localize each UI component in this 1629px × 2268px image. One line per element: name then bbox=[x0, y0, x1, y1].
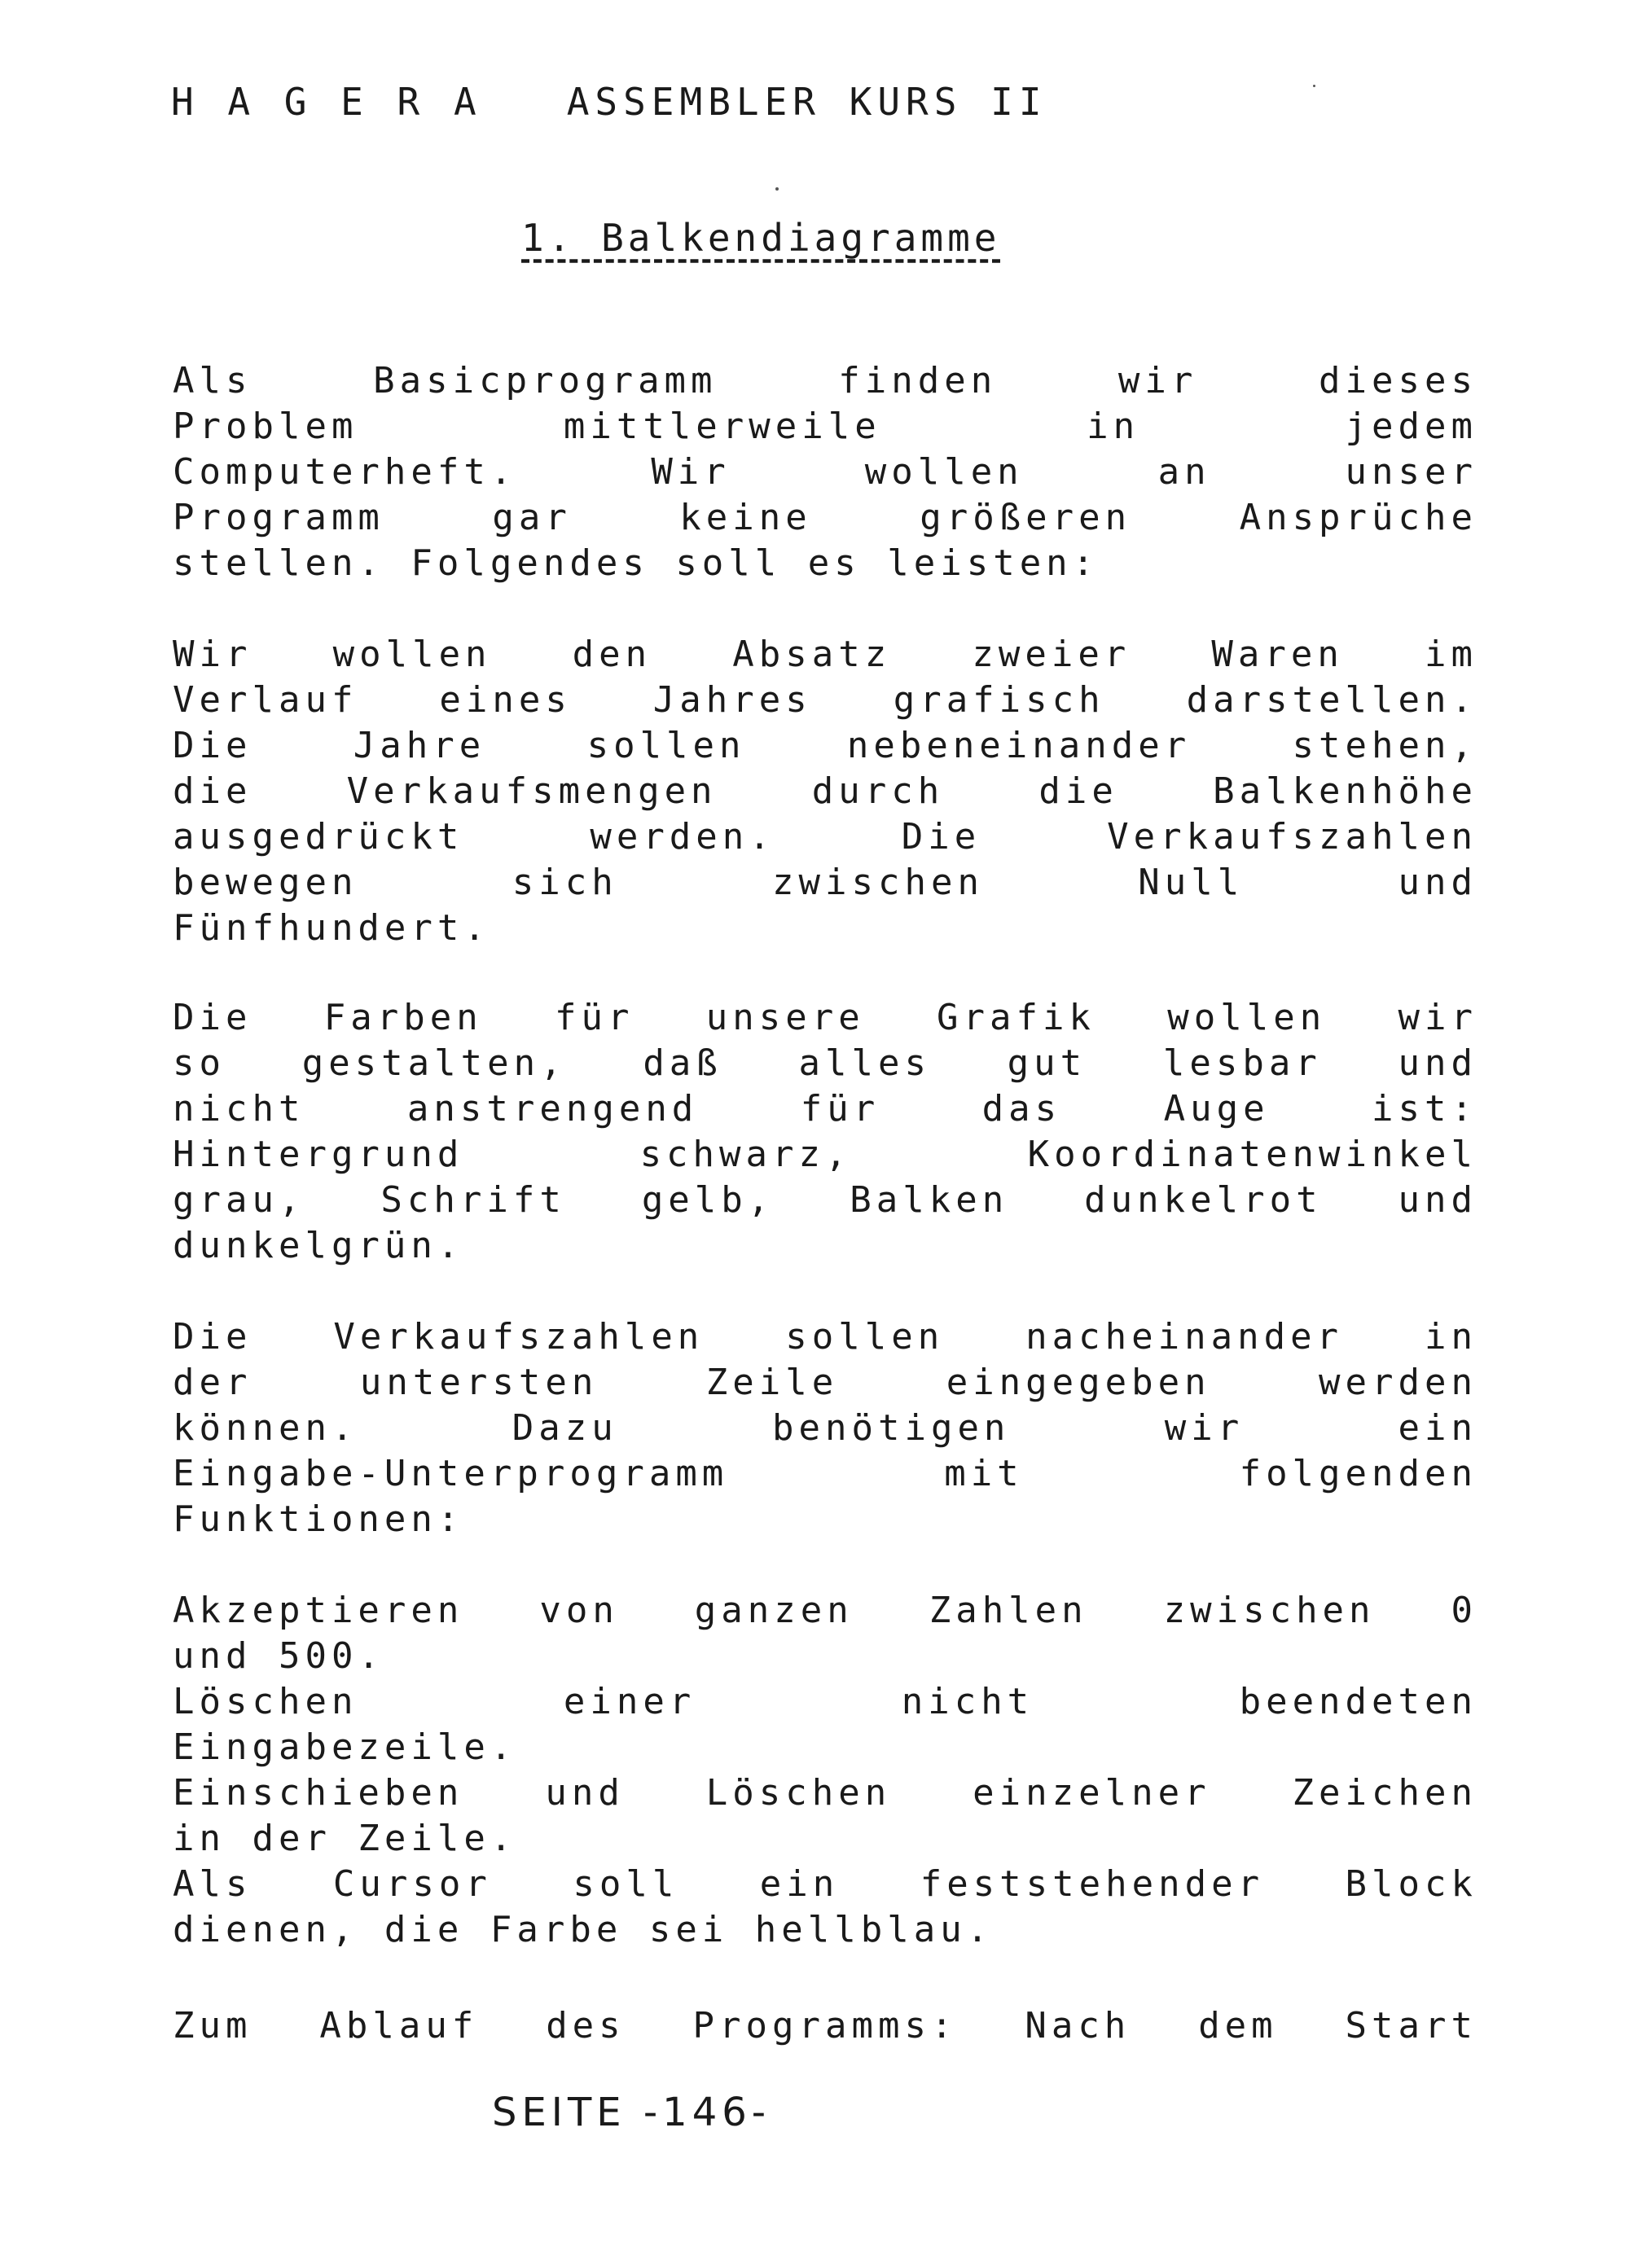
text-line: Löschen einer nicht beendeten bbox=[173, 1681, 1478, 1722]
text-line: Die Farben für unsere Grafik wollen wir bbox=[173, 997, 1478, 1038]
text-line: ausgedrückt werden. Die Verkaufszahlen bbox=[173, 816, 1478, 858]
text-line: dunkelgrün. bbox=[173, 1225, 464, 1266]
text-line: Eingabe-Unterprogramm mit folgenden bbox=[173, 1453, 1478, 1494]
text-line: Als Cursor soll ein feststehender Block bbox=[173, 1863, 1478, 1905]
text-line: Eingabezeile. bbox=[173, 1726, 517, 1768]
paragraph bbox=[173, 995, 1478, 1269]
text-line: Problem mittlerweile in jedem bbox=[173, 406, 1478, 447]
text-line: Fünfhundert. bbox=[173, 907, 490, 949]
page-header: H A G E R A ASSEMBLER KURS II bbox=[171, 80, 1047, 124]
paragraph bbox=[173, 2003, 1478, 2049]
text-line: Die Jahre sollen nebeneinander stehen, bbox=[173, 725, 1478, 766]
text-line: Wir wollen den Absatz zweier Waren im bbox=[173, 634, 1478, 675]
text-line: Zum Ablauf des Programms: Nach dem Start bbox=[173, 2005, 1478, 2046]
text-line: Akzeptieren von ganzen Zahlen zwischen 0 bbox=[173, 1590, 1478, 1631]
text-line: bewegen sich zwischen Null und bbox=[173, 862, 1478, 903]
text-line: Hintergrund schwarz, Koordinatenwinkel bbox=[173, 1134, 1478, 1175]
text-line: grau, Schrift gelb, Balken dunkelrot und bbox=[173, 1179, 1478, 1221]
text-line: der untersten Zeile eingegeben werden bbox=[173, 1362, 1478, 1403]
text-line: die Verkaufsmengen durch die Balkenhöhe bbox=[173, 770, 1478, 812]
text-line: in der Zeile. bbox=[173, 1818, 517, 1859]
text-line: stellen. Folgendes soll es leisten: bbox=[173, 542, 1100, 584]
text-line: können. Dazu benötigen wir ein bbox=[173, 1407, 1478, 1449]
text-line: Einschieben und Löschen einzelner Zeichen bbox=[173, 1772, 1478, 1814]
text-line: Programm gar keine größeren Ansprüche bbox=[173, 497, 1478, 538]
paragraph bbox=[173, 1314, 1478, 1542]
text-line: Als Basicprogramm finden wir dieses bbox=[173, 360, 1478, 401]
section-title: 1. Balkendiagramme bbox=[521, 216, 1001, 260]
scan-speck bbox=[1313, 85, 1315, 87]
paragraph bbox=[173, 632, 1478, 951]
text-line: Verlauf eines Jahres grafisch darstellen. bbox=[173, 679, 1478, 721]
text-line: nicht anstrengend für das Auge ist: bbox=[173, 1088, 1478, 1130]
paragraph bbox=[173, 358, 1478, 586]
text-line: und 500. bbox=[173, 1635, 384, 1677]
scan-speck bbox=[775, 187, 779, 191]
text-line: Funktionen: bbox=[173, 1498, 464, 1540]
text-line: dienen, die Farbe sei hellblau. bbox=[173, 1909, 994, 1950]
page-number: SEITE -146- bbox=[492, 2090, 771, 2135]
text-line: Die Verkaufszahlen sollen nacheinander in bbox=[173, 1316, 1478, 1358]
text-line: so gestalten, daß alles gut lesbar und bbox=[173, 1042, 1478, 1084]
text-line: Computerheft. Wir wollen an unser bbox=[173, 451, 1478, 493]
paragraph bbox=[173, 1588, 1478, 1953]
